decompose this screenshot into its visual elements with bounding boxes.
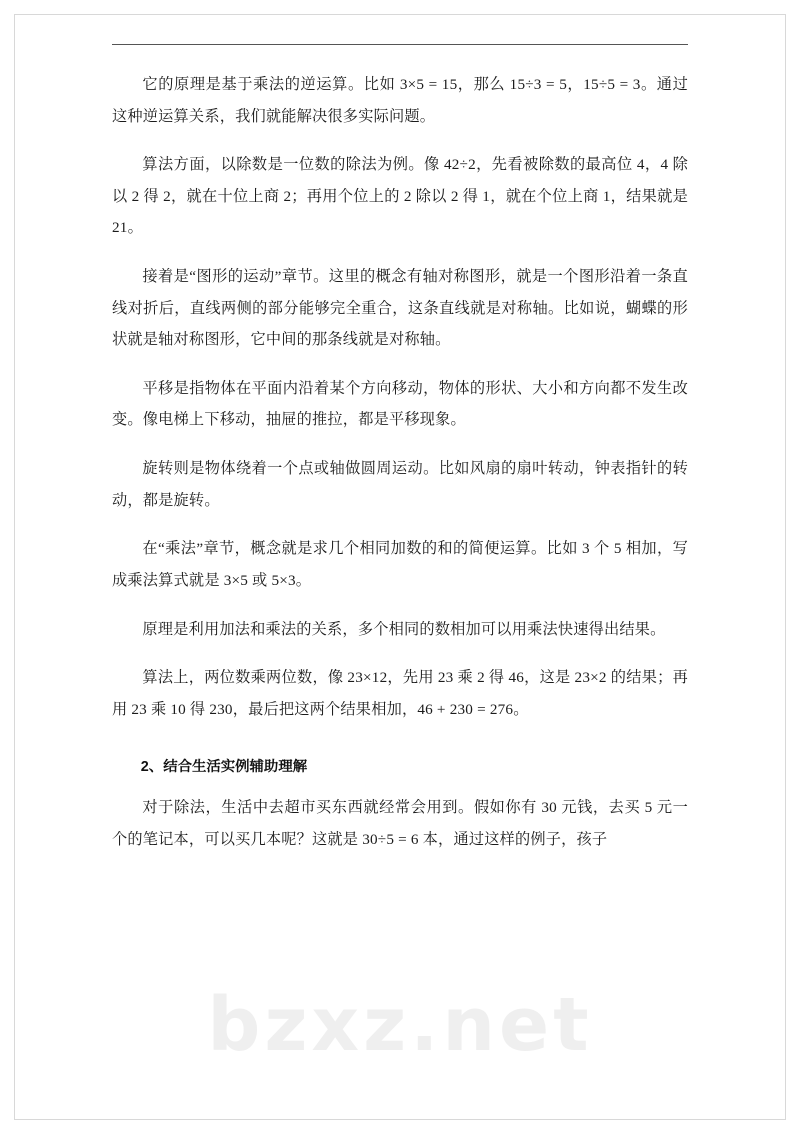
paragraph: 接着是“图形的运动”章节。这里的概念有轴对称图形，就是一个图形沿着一条直线对折后，直线两侧的部分能够完全重合，这条直线就是对称轴。比如说，蝴蝶的形状就是轴对称图形，它中间的那条线就是对称轴。 (112, 268, 688, 349)
paragraph: 对于除法，生活中去超市买东西就经常会用到。假如你有 30 元钱，去买 5 元一个的笔记本，可以买几本呢？这就是 30÷5 = 6 本，通过这样的例子，孩子 (112, 799, 688, 848)
paragraph: 算法上，两位数乘两位数，像 23×12，先用 23 乘 2 得 46，这是 23×2 的结果；再用 23 乘 10 得 230，最后把这两个结果相加，46 + 230 = 276。 (112, 669, 688, 718)
paragraph: 在“乘法”章节，概念就是求几个相同加数的和的简便运算。比如 3 个 5 相加，写成乘法算式就是 3×5 或 5×3。 (112, 540, 688, 589)
paragraph: 它的原理是基于乘法的逆运算。比如 3×5 = 15，那么 15÷3 = 5，15÷5 = 3。通过这种逆运算关系，我们就能解决很多实际问题。 (112, 76, 688, 125)
paragraph: 原理是利用加法和乘法的关系，多个相同的数相加可以用乘法快速得出结果。 (142, 620, 666, 638)
header-rule (112, 44, 688, 45)
watermark: bzxz.net (207, 982, 593, 1068)
section-heading: 2、结合生活实例辅助理解 (140, 759, 308, 776)
document-content (112, 44, 688, 872)
paragraph: 平移是指物体在平面内沿着某个方向移动，物体的形状、大小和方向都不发生改变。像电梯上下移动，抽屉的推拉，都是平移现象。 (112, 379, 688, 429)
paragraph: 算法方面，以除数是一位数的除法为例。像 42÷2，先看被除数的最高位 4，4 除以 2 得 2，就在十位上商 2；再用个位上的 2 除以 2 得 1，就在个位上商 1，结果就是 21。 (112, 156, 688, 237)
paragraph: 旋转则是物体绕着一个点或轴做圆周运动。比如风扇的扇叶转动，钟表指针的转动，都是旋转。 (112, 460, 688, 509)
